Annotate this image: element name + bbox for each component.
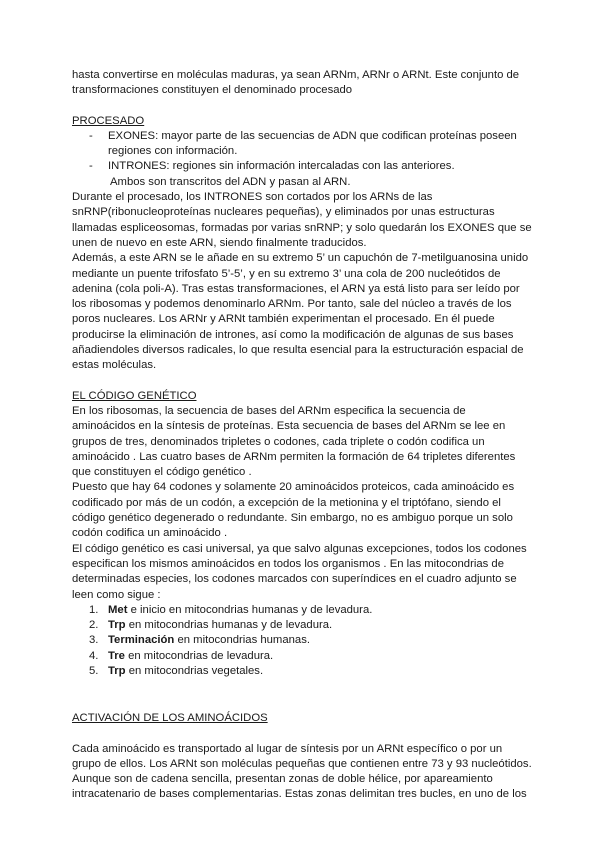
- bullet-item-exones: [72, 129, 532, 160]
- list-number: 1.: [89, 603, 99, 616]
- bullet-item-intrones: [72, 159, 532, 174]
- codigo-paragraph-2: Puesto que hay 64 codones y solamente 20 aminoácidos proteicos, cada aminoácido es codificado por más de un codón, a excepción de la metionina y el triptófano, siendo el código genético degenerado o redundante. Sin embargo, no es ambiguo porque un solo codón codifica un aminoácido .: [72, 481, 515, 540]
- procesado-paragraph-2: Además, a este ARN se le añade en su extremo 5’ un capuchón de 7-metilguanosina unido mediante un puente trifosfato 5’-5’, y en su extremo 3’ una cola de 200 nucleótidos de adenina (cola poli-A). Tras estas transformaciones, el ARN ya está listo para ser leído por los ribosomas y podemos denominarlo ARNm. Por tanto, sale del núcleo a través de los poros nucleares. Los ARNr y ARNt también experimentan el procesado. En él puede producirse la eliminación de intrones, así como la modificación de algunas de sus bases añadiendoles diversos radicales, lo que resulta esencial para la estructuración espacial de estas moléculas.: [72, 252, 529, 372]
- intro-paragraph: hasta convertirse en moléculas maduras, ya sean ARNm, ARNr o ARNt. Este conjunto de transformaciones constituyen el denominado procesado: [72, 69, 520, 97]
- list-item: [72, 664, 532, 679]
- list-number: 5.: [89, 664, 99, 677]
- list-item: [72, 603, 532, 618]
- list-text: en mitocondrias de levadura.: [124, 649, 274, 662]
- procesado-paragraph-1: Durante el procesado, los INTRONES son cortados por los ARNs de las snRNP(ribonucleoproteínas nucleares pequeñas), y eliminados por unas estructuras llamadas espliceosomas, formadas por varias snRNP; y solo quedarán los EXONES que se unen de nuevo en este ARN, siendo finalmente traducidos.: [72, 191, 532, 249]
- activacion-heading: ACTIVACIÓN DE LOS AMINOÁCIDOS: [72, 712, 268, 725]
- codigo-paragraph-3: El código genético es casi universal, ya que salvo algunas excepciones, todos los codones especifican los mismos aminoácidos en todos los organismos . En las mitocondrias de determinadas especies, los codones marcados con superíndices en el cuadro adjunto se leen como sigue :: [72, 542, 527, 601]
- list-text: e inicio en mitocondrias humanas y de levadura.: [127, 603, 373, 616]
- list-number: 3.: [89, 634, 99, 647]
- procesado-bullet-list: [72, 129, 532, 175]
- list-item: [72, 618, 532, 633]
- bullet-text: INTRONES: regiones sin información intercaladas con las anteriores.: [108, 160, 455, 173]
- list-number: 4.: [89, 649, 99, 662]
- document-page: [72, 68, 532, 803]
- procesado-heading: PROCESADO: [72, 114, 145, 127]
- bullet-dash: -: [89, 160, 93, 173]
- list-text: en mitocondrias humanas.: [174, 634, 310, 647]
- codigo-heading: EL CÓDIGO GENÉTICO: [72, 389, 197, 402]
- list-term: Met: [108, 603, 128, 616]
- bullet-text: EXONES: mayor parte de las secuencias de ADN que codifican proteínas poseen regiones con información.: [108, 129, 517, 158]
- list-term: Tre: [108, 649, 125, 662]
- list-number: 2.: [89, 619, 99, 632]
- list-item: [72, 649, 532, 664]
- list-text: en mitocondrias vegetales.: [125, 664, 264, 677]
- codigo-numbered-list: [72, 603, 532, 679]
- list-term: Terminación: [108, 634, 175, 647]
- list-term: Trp: [108, 664, 126, 677]
- procesado-note: Ambos son transcritos del ADN y pasan al ARN.: [110, 175, 351, 188]
- codigo-paragraph-1: En los ribosomas, la secuencia de bases del ARNm especifica la secuencia de aminoácidos en la síntesis de proteínas. Esta secuencia de bases del ARNm se lee en grupos de tres, denominados tripletes o codones, cada triplete o codón codifica un aminoácido . Las cuatro bases de ARNm permiten la formación de 64 tripletes diferentes que constituyen el código genético .: [72, 404, 516, 479]
- list-term: Trp: [108, 619, 126, 632]
- list-item: [72, 633, 532, 648]
- activacion-paragraph: Cada aminoácido es transportado al lugar de síntesis por un ARNt específico o por un grupo de ellos. Los ARNt son moléculas pequeñas que contienen entre 73 y 93 nucleótidos. Aunque son de cadena sencilla, presentan zonas de doble hélice, por apareamiento intracatenario de bases complementarias. Estas zonas delimitan tres bucles, en uno de los: [72, 742, 532, 801]
- list-text: en mitocondrias humanas y de levadura.: [125, 619, 333, 632]
- bullet-dash: -: [89, 129, 93, 142]
